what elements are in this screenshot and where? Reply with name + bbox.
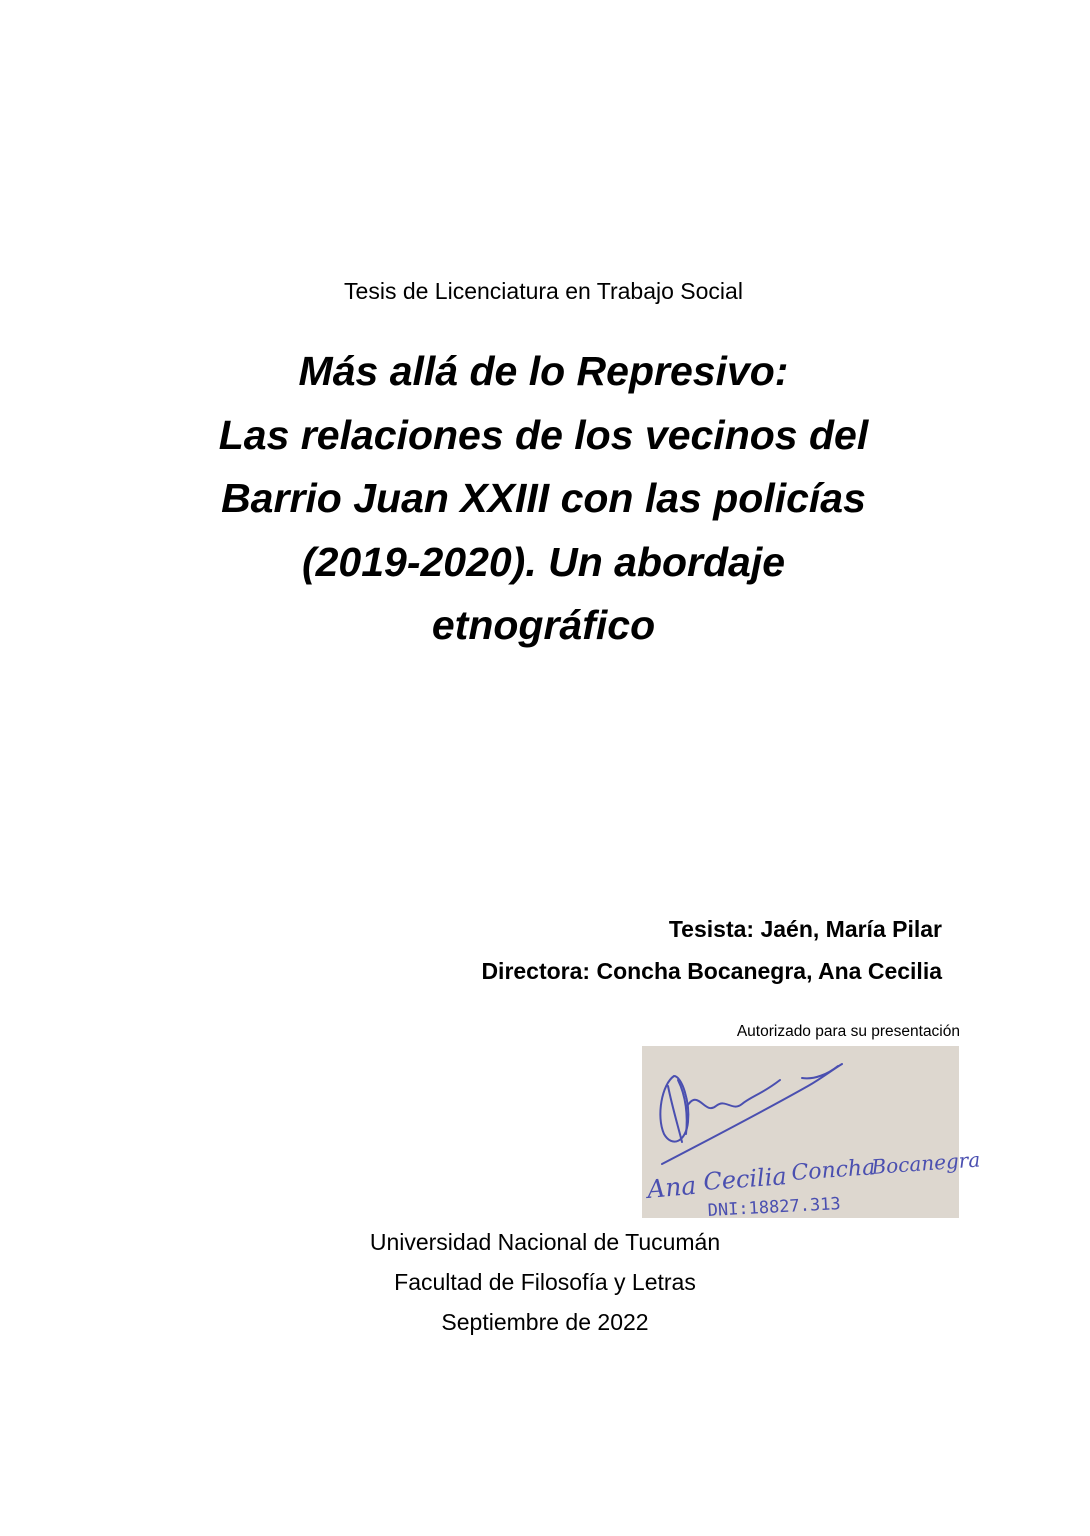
title-line: Barrio Juan XXIII con las policías	[221, 475, 866, 521]
title-line: Más allá de lo Represivo:	[298, 348, 789, 394]
svg-text:Concha: Concha	[790, 1155, 877, 1186]
submission-date: Septiembre de 2022	[441, 1309, 649, 1335]
thesis-title	[90, 340, 997, 658]
authorization-note: Autorizado para su presentación	[736, 1023, 960, 1040]
thesis-student: Tesista: Jaén, María Pilar	[668, 916, 942, 942]
svg-text:Bocanegra: Bocanegra	[870, 1147, 981, 1179]
degree-line: Tesis de Licenciatura en Trabajo Social	[344, 278, 743, 304]
authors-block	[481, 908, 942, 992]
signature-image	[642, 1046, 981, 1221]
thesis-director: Directora: Concha Bocanegra, Ana Cecilia	[481, 958, 942, 984]
institution-block	[0, 1222, 1090, 1342]
handwritten-signature	[642, 1046, 981, 1221]
faculty-name: Facultad de Filosofía y Letras	[394, 1269, 696, 1295]
svg-text:Ana: Ana	[645, 1170, 698, 1204]
title-line: Las relaciones de los vecinos del	[218, 411, 869, 458]
svg-text:DNI:18827.313: DNI:18827.313	[707, 1194, 842, 1221]
title-line: etnográfico	[431, 602, 656, 648]
university-name: Universidad Nacional de Tucumán	[369, 1229, 721, 1255]
svg-text:Cecilia: Cecilia	[702, 1162, 788, 1196]
title-line: (2019-2020). Un abordaje	[301, 538, 786, 585]
